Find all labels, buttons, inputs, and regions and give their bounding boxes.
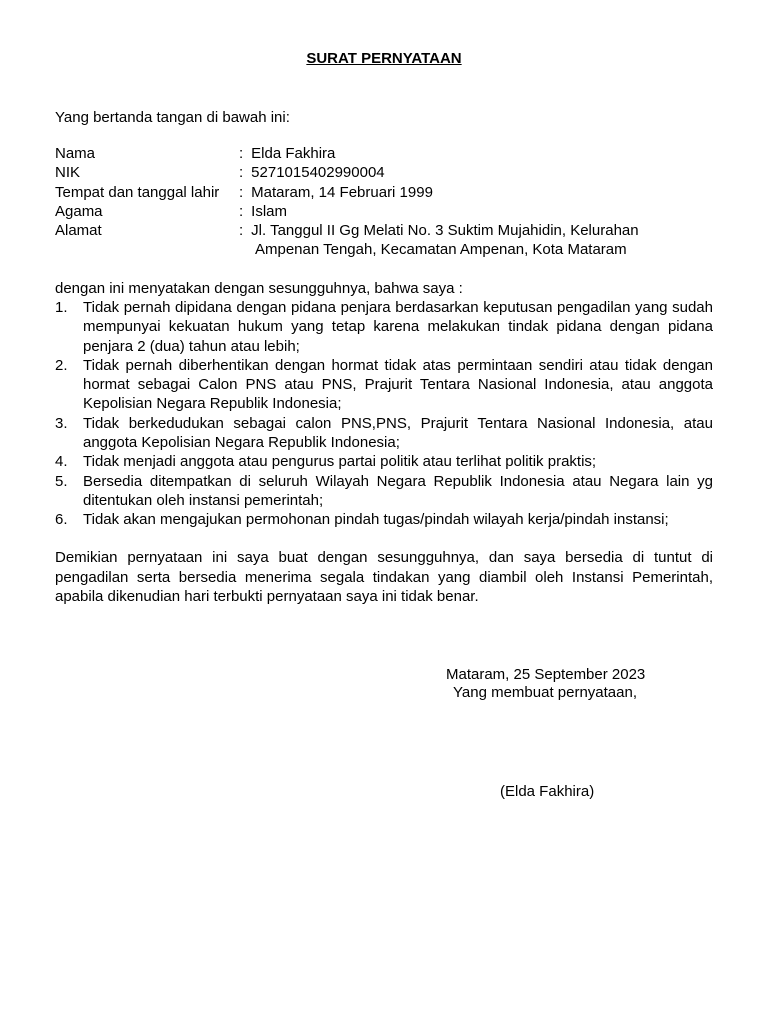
- list-item: [55, 414, 713, 453]
- list-item-number: 6.: [55, 511, 68, 529]
- identity-value-text: 5271015402990004: [251, 164, 385, 182]
- closing-paragraph: Demikian pernyataan ini saya buat dengan sesungguhnya, dan saya bersedia di tuntut di pengadilan serta bersedia menerima segala tindakan yang diambil oleh Instansi Pemerintah, apabila dikenudian hari terbukti pernyataan saya ini tidak benar.: [55, 549, 713, 605]
- signer-name: (Elda Fakhira): [500, 783, 595, 800]
- identity-value-text: Islam: [251, 202, 288, 220]
- identity-colon: :: [239, 145, 244, 162]
- list-item-text: Tidak berkedudukan sebagai calon PNS,PNS, Prajurit Tentara Nasional Indonesia, atau anggota Kepolisian Negara Republik Indonesia;: [83, 414, 713, 452]
- list-item-text: Bersedia ditempatkan di seluruh Wilayah Negara Republik Indonesia atau Negara lain yg ditentukan oleh instansi pemerintah;: [83, 472, 713, 509]
- statement-lead: dengan ini menyatakan dengan sesungguhnya, bahwa saya :: [55, 280, 463, 297]
- list-item: [55, 510, 713, 529]
- opening-sentence: Yang bertanda tangan di bawah ini:: [55, 109, 290, 126]
- list-item-text: Tidak menjadi anggota atau pengurus partai politik atau terlihat politik praktis;: [83, 453, 597, 471]
- identity-label: Nama: [55, 145, 96, 162]
- list-item-number: 5.: [55, 472, 68, 490]
- list-item: [55, 298, 713, 356]
- identity-colon: :: [239, 202, 244, 220]
- list-item: [55, 356, 713, 414]
- place-date: Mataram, 25 September 2023: [446, 666, 646, 683]
- identity-value-text: Elda Fakhira: [251, 145, 336, 162]
- identity-value-text: Jl. Tanggul II Gg Melati No. 3 Suktim Mujahidin, Kelurahan: [251, 222, 639, 240]
- identity-value-continuation: Ampenan Tengah, Kecamatan Ampenan, Kota Mataram: [255, 241, 627, 259]
- identity-label: Tempat dan tanggal lahir: [55, 183, 220, 201]
- list-item-number: 3.: [55, 414, 68, 432]
- list-item-number: 4.: [55, 453, 68, 471]
- identity-value: [247, 221, 715, 260]
- identity-row-alamat: [55, 221, 715, 260]
- identity-colon: :: [239, 222, 244, 240]
- identity-colon: :: [239, 183, 244, 201]
- list-item: [55, 472, 713, 511]
- list-item-text: Tidak pernah diberhentikan dengan hormat tidak atas permintaan sendiri atau tidak dengan hormat sebagai Calon PNS atau PNS, Prajurit Tentara Nasional Indonesia, atau anggota Kepolisian Negara Republik Indonesia;: [83, 356, 713, 413]
- identity-colon: :: [239, 164, 244, 182]
- identity-label: Agama: [55, 202, 103, 220]
- identity-row-nik: [55, 163, 715, 182]
- statement-list: [55, 298, 713, 530]
- identity-value: [247, 183, 715, 202]
- identity-label: Alamat: [55, 222, 102, 240]
- list-item: [55, 452, 713, 471]
- identity-value: [247, 202, 715, 221]
- identity-value-text: Mataram, 14 Februari 1999: [251, 183, 433, 201]
- list-item-text: Tidak pernah dipidana dengan pidana penjara berdasarkan keputusan pengadilan yang sudah mempunyai kekuatan hukum yang tetap karena melakukan tindak pidana dengan pidana penjara 2 (dua) tahun atau lebih;: [83, 299, 713, 355]
- document-title: SURAT PERNYATAAN: [306, 50, 462, 67]
- identity-table: [55, 144, 715, 260]
- list-item-number: 1.: [55, 299, 68, 316]
- identity-row-nama: [55, 144, 715, 163]
- identity-label: NIK: [55, 164, 81, 182]
- maker-label: Yang membuat pernyataan,: [453, 684, 638, 701]
- identity-value: [247, 163, 715, 182]
- identity-row-agama: [55, 202, 715, 221]
- list-item-number: 2.: [55, 356, 68, 374]
- list-item-text: Tidak akan mengajukan permohonan pindah tugas/pindah wilayah kerja/pindah instansi;: [83, 511, 669, 529]
- identity-row-birth: [55, 183, 715, 202]
- identity-value: [247, 144, 715, 163]
